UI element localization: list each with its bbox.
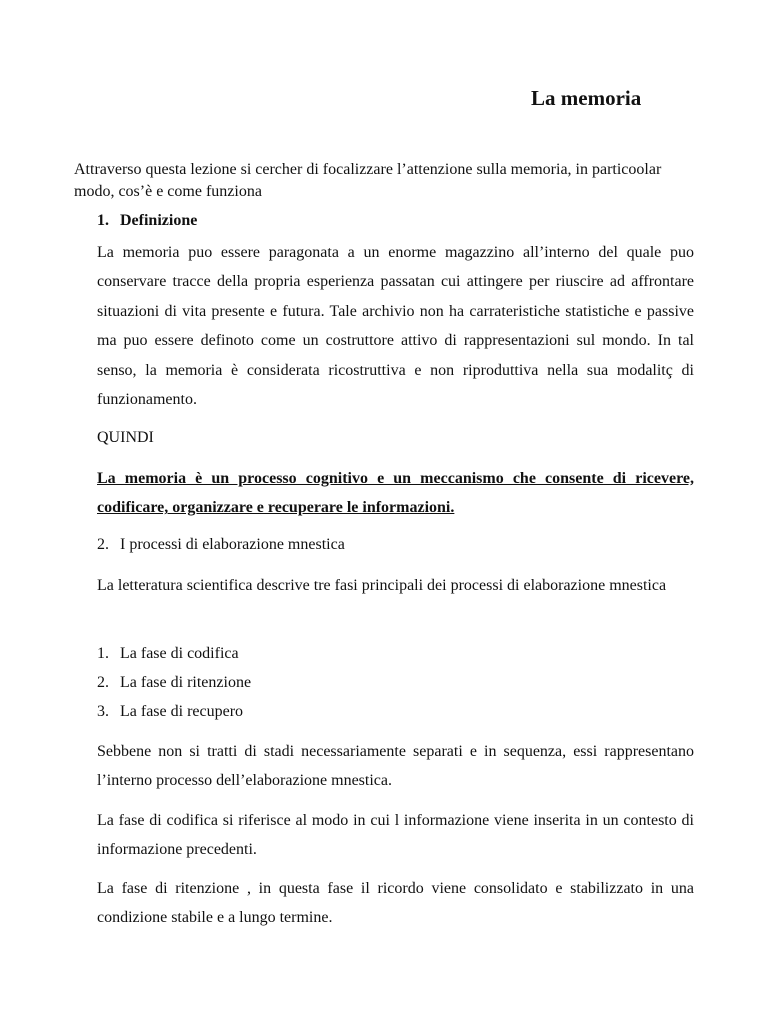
- list-item: [97, 700, 694, 729]
- section-2-number: 2.: [97, 536, 109, 553]
- section-2-heading: [97, 533, 694, 557]
- literature-paragraph: La letteratura scientifica descrive tre fasi principali dei processi di elaborazione mnestica: [97, 577, 667, 594]
- phases-list: [97, 642, 694, 729]
- section-2-heading-text: I processi di elaborazione mnestica: [120, 536, 345, 553]
- list-item-number: 1.: [97, 645, 109, 662]
- list-item-number: 2.: [97, 674, 109, 691]
- ritenzione-paragraph: La fase di ritenzione , in questa fase il ricordo viene consolidato e stabilizzato in una condizione stabile e a lungo termine.: [97, 880, 694, 927]
- intro-paragraph: Attraverso questa lezione si cercher di focalizzare l’attenzione sulla memoria, in particoolar modo, cos’è e come funziona: [74, 161, 662, 200]
- codifica-paragraph: La fase di codifica si riferisce al modo in cui l informazione viene inserita in un contesto di informazione precedenti.: [97, 812, 694, 859]
- list-item-label: La fase di ritenzione: [120, 674, 252, 691]
- list-item: [97, 671, 694, 700]
- definition-paragraph: La memoria puo essere paragonata a un enorme magazzino all’interno del quale puo conservare tracce della propria esperienza passatan cui attingere per riuscire ad affrontare situazioni di vita presente e futura. Tale archivio non ha carrateristiche statistiche e passive ma puo essere definoto come un costruttore attivo di rappresentazioni sul mondo. In tal senso, la memoria è considerata ricostruttiva e non riproduttiva nella sua modalitç di funzionamento.: [97, 244, 694, 409]
- list-item-label: La fase di recupero: [120, 703, 244, 720]
- section-1-heading-text: Definizione: [120, 212, 198, 229]
- section-1-number: 1.: [97, 212, 109, 229]
- document-title: La memoria: [531, 86, 642, 110]
- quindi-label: QUINDI: [97, 429, 154, 446]
- list-item-label: La fase di codifica: [120, 645, 239, 662]
- section-1-heading: [97, 210, 694, 232]
- list-item-number: 3.: [97, 703, 109, 720]
- sequence-paragraph: Sebbene non si tratti di stadi necessariamente separati e in sequenza, essi rappresentano l’interno processo dell’elaborazione mnestica.: [97, 743, 694, 790]
- key-definition: La memoria è un processo cognitivo e un meccanismo che consente di ricevere, codificare, organizzare e recuperare le informazioni.: [97, 470, 694, 517]
- list-item: [97, 642, 694, 671]
